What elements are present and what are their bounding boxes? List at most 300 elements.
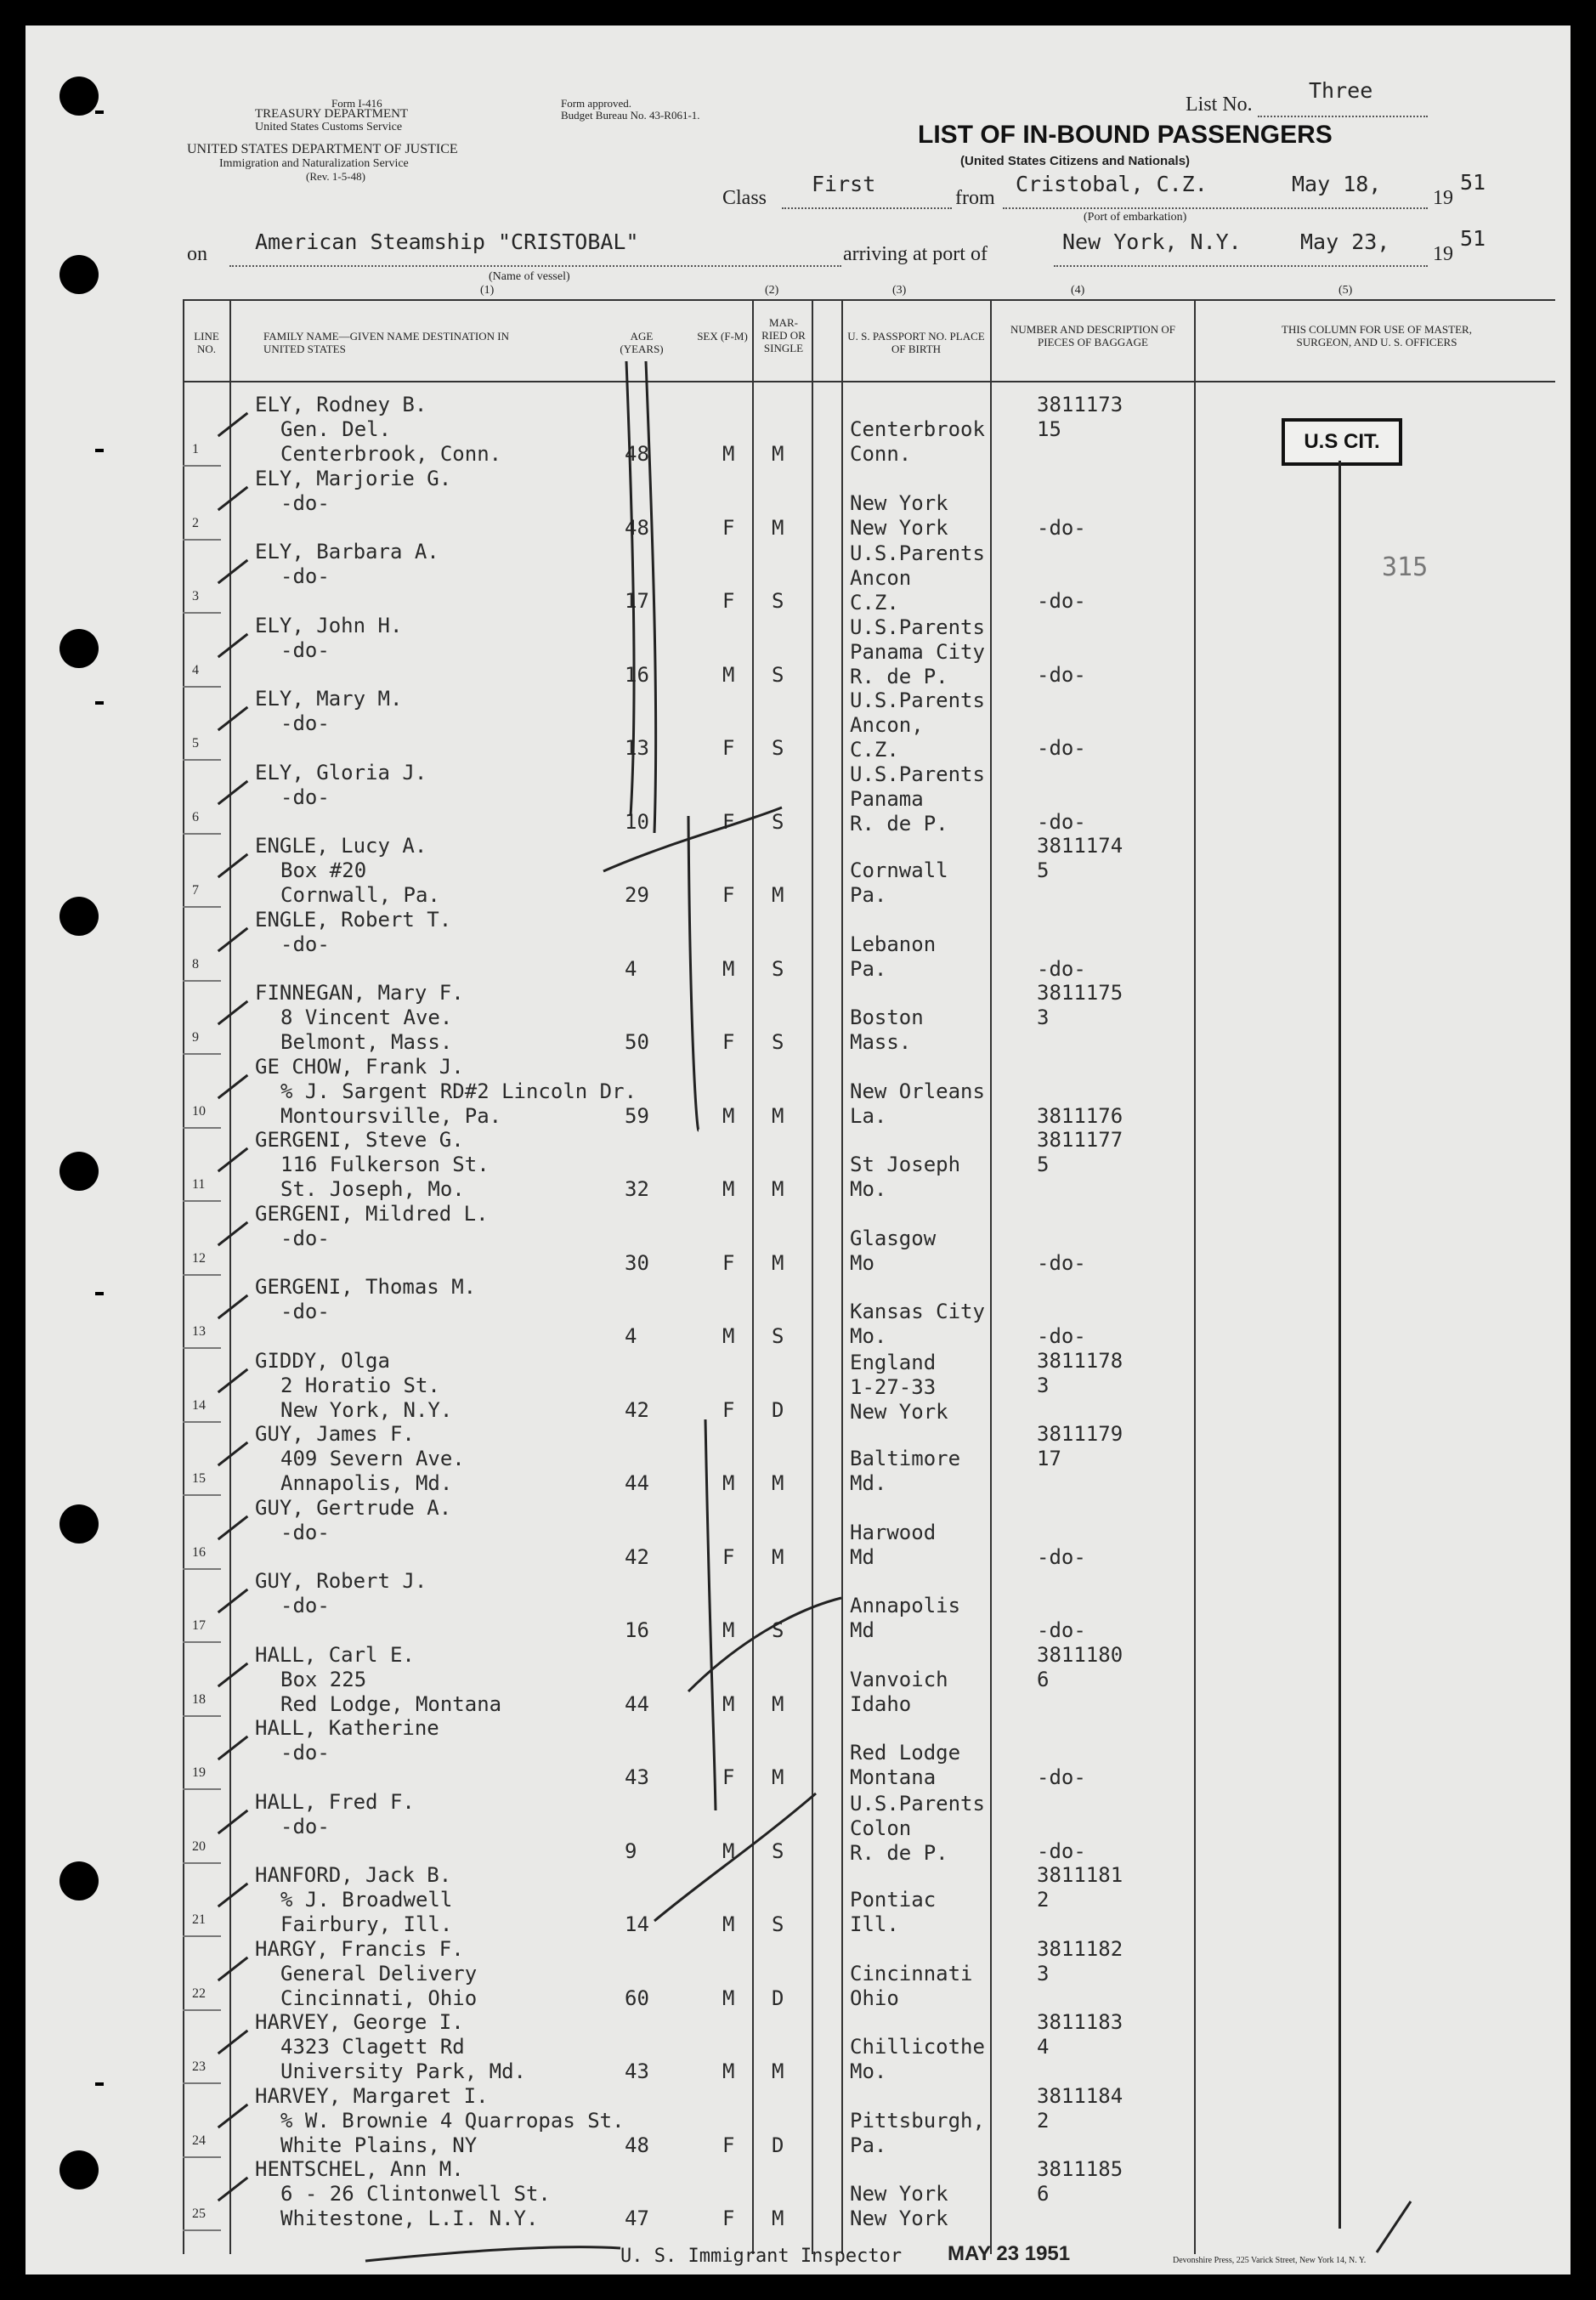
table-row [25, 614, 1571, 688]
marital-status: S [772, 1618, 784, 1642]
col-num-5: (5) [1338, 284, 1353, 297]
sex: M [722, 1177, 735, 1201]
sex: M [722, 1692, 735, 1716]
age: 44 [625, 1471, 649, 1495]
table-row [25, 2157, 1571, 2231]
passenger-name: ELY, John H. [255, 614, 403, 637]
table-row [25, 761, 1571, 835]
line-number: 10 [192, 1104, 206, 1119]
passenger-name: ELY, Gloria J. [255, 761, 427, 785]
baggage: 3811181 2 [1037, 1863, 1123, 1912]
marital-status: S [772, 663, 784, 687]
punch-hole [59, 255, 99, 294]
line-number: 17 [192, 1618, 206, 1633]
year-label-1: 19 [1433, 187, 1453, 209]
age: 13 [625, 736, 649, 760]
header-name: FAMILY NAME—GIVEN NAME DESTINATION IN UNITED STATES [263, 330, 510, 355]
header-line-no: LINE NO. [194, 330, 219, 355]
check-mark [218, 780, 249, 805]
justice-dept: UNITED STATES DEPARTMENT OF JUSTICE [187, 142, 458, 156]
check-mark [218, 1221, 249, 1246]
baggage: -do- [1037, 957, 1086, 981]
destination: Gen. Del. Centerbrook, Conn. [280, 417, 502, 466]
age: 44 [625, 1692, 649, 1716]
line-number: 15 [192, 1471, 206, 1486]
header-married: MAR- RIED OR SINGLE [761, 316, 806, 354]
line-number: 8 [192, 957, 199, 972]
destination: -do- [280, 564, 330, 588]
baggage: -do- [1037, 589, 1086, 613]
line-number: 22 [192, 1986, 206, 2001]
place-of-birth: New York New York [850, 491, 948, 540]
passenger-name: ELY, Barbara A. [255, 540, 439, 564]
destination: -do- [280, 1521, 330, 1544]
sex: F [722, 1398, 735, 1422]
baggage: 3811182 3 [1037, 1937, 1123, 1986]
destination: % J. Sargent RD#2 Lincoln Dr. Montoursville, Pa. [280, 1079, 637, 1128]
baggage: -do- [1037, 1839, 1086, 1863]
class-value: First [812, 172, 876, 196]
marital-status: M [772, 1692, 784, 1716]
marital-status: M [772, 1104, 784, 1128]
printer-credit: Devonshire Press, 225 Varick Street, New York 14, N. Y. [1173, 2256, 1367, 2265]
line-number: 9 [192, 1030, 199, 1045]
destination: 6 - 26 Clintonwell St. Whitestone, L.I. N.Y. [280, 2182, 551, 2230]
table-row [25, 1128, 1571, 1202]
age: 60 [625, 1986, 649, 2010]
age: 4 [625, 957, 637, 981]
table-row [25, 1643, 1571, 1717]
sex: F [722, 1765, 735, 1789]
age: 30 [625, 1251, 649, 1275]
table-top-border [183, 299, 1555, 301]
marital-status: S [772, 957, 784, 981]
year-1: 51 [1460, 170, 1486, 195]
place-of-birth: Cornwall Pa. [850, 858, 948, 907]
sex: M [722, 663, 735, 687]
list-no-label: List No. [1186, 93, 1253, 116]
destination: % J. Broadwell Fairbury, Ill. [280, 1888, 453, 1936]
place-of-birth: U.S.Parents Ancon C.Z. [850, 541, 985, 615]
punch-hole [59, 76, 99, 116]
marital-status: S [772, 1839, 784, 1863]
col-num-3: (3) [892, 284, 907, 297]
place-of-birth: Cincinnati Ohio [850, 1962, 973, 2010]
baggage: -do- [1037, 1618, 1086, 1642]
margin-tick [95, 110, 104, 114]
table-row [25, 1716, 1571, 1790]
destination: -do- [280, 491, 330, 515]
line-number: 23 [192, 2059, 206, 2074]
table-row [25, 1937, 1571, 2011]
passenger-name: HANFORD, Jack B. [255, 1863, 452, 1887]
age: 59 [625, 1104, 649, 1128]
destination: Box #20 Cornwall, Pa. [280, 858, 440, 907]
marital-status: S [772, 1324, 784, 1348]
destination: 8 Vincent Ave. Belmont, Mass. [280, 1006, 453, 1054]
destination: 116 Fulkerson St. St. Joseph, Mo. [280, 1153, 490, 1201]
line-number: 16 [192, 1545, 206, 1560]
check-mark [218, 2104, 249, 2128]
passenger-name: HARVEY, Margaret I. [255, 2084, 489, 2108]
passenger-name: ENGLE, Robert T. [255, 908, 452, 932]
place-of-birth: Harwood Md [850, 1521, 937, 1569]
col-num-2: (2) [765, 284, 779, 297]
marital-status: M [772, 1251, 784, 1275]
age: 48 [625, 516, 649, 540]
table-row [25, 1349, 1571, 1423]
passenger-name: GIDDY, Olga [255, 1349, 390, 1373]
place-of-birth: Glasgow Mo [850, 1226, 937, 1275]
check-mark [218, 1589, 249, 1613]
passenger-name: GERGENI, Steve G. [255, 1128, 464, 1152]
age: 47 [625, 2207, 649, 2230]
sex: F [722, 736, 735, 760]
place-of-birth: Vanvoich Idaho [850, 1668, 948, 1716]
embark-date: May 18, [1292, 172, 1382, 196]
passenger-name: HALL, Katherine [255, 1716, 439, 1740]
check-mark [218, 927, 249, 952]
baggage: 3811177 5 [1037, 1128, 1123, 1176]
check-mark [218, 633, 249, 658]
table-row [25, 1790, 1571, 1864]
sex: F [722, 589, 735, 613]
check-mark [218, 1883, 249, 1907]
baggage: -do- [1037, 663, 1086, 687]
form-approved: Form approved. [561, 97, 632, 110]
sex: M [722, 1912, 735, 1936]
table-row [25, 1422, 1571, 1496]
sex: M [722, 957, 735, 981]
line-number: 4 [192, 663, 199, 677]
from-label: from [955, 187, 995, 209]
passenger-name: GUY, Robert J. [255, 1569, 427, 1593]
inspector-caption: U. S. Immigrant Inspector [620, 2246, 903, 2267]
passenger-name: GE CHOW, Frank J. [255, 1055, 464, 1079]
from-line [1003, 207, 1428, 209]
passenger-name: ENGLE, Lucy A. [255, 834, 427, 858]
place-of-birth: Centerbrook Conn. [850, 417, 985, 466]
place-of-birth: Boston Mass. [850, 1006, 924, 1054]
sex: M [722, 1104, 735, 1128]
baggage: 3811178 3 [1037, 1349, 1123, 1397]
sex: M [722, 442, 735, 466]
baggage: 3811180 6 [1037, 1643, 1123, 1691]
sex: M [722, 1986, 735, 2010]
sex: F [722, 1545, 735, 1569]
age: 16 [625, 663, 649, 687]
passenger-name: HALL, Fred F. [255, 1790, 415, 1814]
place-of-birth: Lebanon Pa. [850, 932, 937, 981]
sex: F [722, 2133, 735, 2157]
marital-status: M [772, 516, 784, 540]
destination: -do- [280, 1226, 330, 1250]
age: 42 [625, 1545, 649, 1569]
destination: -do- [280, 1594, 330, 1617]
check-mark [218, 1000, 249, 1025]
sex: M [722, 1471, 735, 1495]
table-row [25, 1055, 1571, 1129]
line-number: 24 [192, 2133, 206, 2148]
check-mark [218, 559, 249, 584]
table-row [25, 908, 1571, 982]
table-row [25, 393, 1571, 467]
marital-status: M [772, 1765, 784, 1789]
place-of-birth: U.S.Parents Colon R. de P. [850, 1792, 985, 1865]
destination: 2 Horatio St. New York, N.Y. [280, 1374, 453, 1422]
line-number: 18 [192, 1692, 206, 1707]
marital-status: M [772, 1177, 784, 1201]
place-of-birth: England 1-27-33 New York [850, 1351, 948, 1424]
place-of-birth: Baltimore Md. [850, 1447, 961, 1495]
table-row [25, 1275, 1571, 1349]
check-mark [218, 2177, 249, 2201]
check-mark [218, 1147, 249, 1172]
budget-bureau: Budget Bureau No. 43-R061-1. [561, 109, 700, 122]
age: 14 [625, 1912, 649, 1936]
sex: F [722, 883, 735, 907]
destination: -do- [280, 1300, 330, 1323]
arrival-line [1054, 265, 1428, 267]
destination: General Delivery Cincinnati, Ohio [280, 1962, 478, 2010]
check-mark [218, 1442, 249, 1466]
destination: % W. Brownie 4 Quarropas St. White Plains, NY [280, 2109, 625, 2157]
place-of-birth: Kansas City Mo. [850, 1300, 985, 1348]
passenger-name: HARGY, Francis F. [255, 1937, 464, 1961]
baggage: -do- [1037, 516, 1086, 540]
header-bottom-border [183, 381, 1555, 382]
check-mark [218, 1515, 249, 1540]
page-title: LIST OF IN-BOUND PASSENGERS [918, 121, 1333, 149]
passenger-name: GERGENI, Thomas M. [255, 1275, 477, 1299]
line-number: 25 [192, 2207, 206, 2221]
header-officers: THIS COLUMN FOR USE OF MASTER, SURGEON, AND U. S. OFFICERS [1282, 323, 1472, 348]
age: 10 [625, 810, 649, 834]
arriving-label: arriving at port of [843, 243, 988, 265]
line-number: 7 [192, 883, 199, 898]
embark-port: Cristobal, C.Z. [1016, 172, 1208, 196]
arrival-port: New York, N.Y. [1062, 229, 1242, 254]
place-of-birth: Annapolis Md [850, 1594, 961, 1642]
marital-status: D [772, 1398, 784, 1422]
place-of-birth: Chillicothe Mo. [850, 2035, 985, 2083]
date-stamp: MAY 23 1951 [948, 2242, 1071, 2265]
line-number: 12 [192, 1251, 206, 1266]
check-mark [218, 1957, 249, 1981]
place-of-birth: U.S.Parents Ancon, C.Z. [850, 688, 985, 762]
ins-service: Immigration and Naturalization Service [219, 157, 409, 170]
line-number: 19 [192, 1765, 206, 1780]
table-row [25, 467, 1571, 541]
header-age: AGE (YEARS) [620, 330, 664, 355]
place-of-birth: New Orleans La. [850, 1079, 985, 1128]
baggage: 3811179 17 [1037, 1422, 1123, 1470]
table-row [25, 1569, 1571, 1643]
baggage: -do- [1037, 1324, 1086, 1348]
year-2: 51 [1460, 226, 1486, 251]
marital-status: S [772, 589, 784, 613]
arrival-date: May 23, [1300, 229, 1390, 254]
place-of-birth: St Joseph Mo. [850, 1153, 961, 1201]
table-row [25, 834, 1571, 908]
passenger-name: HALL, Carl E. [255, 1643, 415, 1667]
baggage: -do- [1037, 1545, 1086, 1569]
marital-status: S [772, 810, 784, 834]
baggage: 3811173 15 [1037, 393, 1123, 441]
line-number: 21 [192, 1912, 206, 1927]
vessel-line [229, 265, 841, 267]
marital-status: M [772, 2059, 784, 2083]
place-of-birth: New York New York [850, 2182, 948, 2230]
destination: -do- [280, 785, 330, 809]
place-of-birth: Pontiac Ill. [850, 1888, 937, 1936]
check-mark [218, 1663, 249, 1687]
marital-status: D [772, 2133, 784, 2157]
age: 43 [625, 1765, 649, 1789]
sex: M [722, 1618, 735, 1642]
marital-status: M [772, 442, 784, 466]
sex: M [722, 1839, 735, 1863]
baggage: 3811183 4 [1037, 2010, 1123, 2059]
marital-status: D [772, 1986, 784, 2010]
marital-status: M [772, 1471, 784, 1495]
line-number: 3 [192, 589, 199, 603]
vessel-caption: (Name of vessel) [489, 270, 570, 283]
age: 17 [625, 589, 649, 613]
marital-status: M [772, 883, 784, 907]
baggage: 3811184 2 [1037, 2084, 1123, 2133]
age: 32 [625, 1177, 649, 1201]
treasury-dept: TREASURY DEPARTMENT [255, 107, 409, 121]
line-number: 20 [192, 1839, 206, 1854]
passenger-name: ELY, Marjorie G. [255, 467, 452, 490]
sex: F [722, 1030, 735, 1054]
sex: M [722, 1324, 735, 1348]
form-number: Form I-416 [331, 97, 382, 110]
table-row [25, 1202, 1571, 1276]
line-number: 1 [192, 442, 199, 456]
us-citizen-stamp: U.S CIT. [1282, 418, 1402, 466]
year-label-2: 19 [1433, 243, 1453, 265]
header-sex: SEX (F-M) [697, 330, 748, 343]
sex: F [722, 2207, 735, 2230]
destination: -do- [280, 932, 330, 956]
check-mark [218, 1736, 249, 1760]
passenger-name: ELY, Rodney B. [255, 393, 427, 416]
age: 48 [625, 2133, 649, 2157]
baggage: 3811175 3 [1037, 981, 1123, 1029]
passenger-name: HENTSCHEL, Ann M. [255, 2157, 464, 2181]
check-mark [218, 1074, 249, 1099]
check-mark [218, 853, 249, 878]
age: 16 [625, 1618, 649, 1642]
age: 9 [625, 1839, 637, 1863]
revision: (Rev. 1-5-48) [306, 170, 365, 183]
table-row [25, 2010, 1571, 2084]
officer-number: 315 [1382, 552, 1429, 582]
col-num-1: (1) [480, 284, 495, 297]
sex: F [722, 516, 735, 540]
destination: -do- [280, 1815, 330, 1838]
marital-status: S [772, 1912, 784, 1936]
vessel-name: American Steamship "CRISTOBAL" [255, 229, 639, 254]
row-divider [183, 2229, 221, 2231]
check-mark [218, 1294, 249, 1319]
marital-status: M [772, 2207, 784, 2230]
baggage: 3811176 [1037, 1104, 1123, 1128]
line-number: 14 [192, 1398, 206, 1413]
destination: Box 225 Red Lodge, Montana [280, 1668, 502, 1716]
line-number: 11 [192, 1177, 206, 1192]
baggage: -do- [1037, 1765, 1086, 1789]
table-row [25, 2084, 1571, 2158]
passenger-name: FINNEGAN, Mary F. [255, 981, 464, 1005]
destination: -do- [280, 638, 330, 662]
check-mark [218, 486, 249, 511]
port-embark-caption: (Port of embarkation) [1084, 211, 1187, 224]
destination: 4323 Clagett Rd University Park, Md. [280, 2035, 526, 2083]
table-row [25, 687, 1571, 761]
line-number: 5 [192, 736, 199, 751]
header-baggage: NUMBER AND DESCRIPTION OF PIECES OF BAGGAGE [1010, 323, 1175, 348]
col-num-4: (4) [1071, 284, 1085, 297]
age: 4 [625, 1324, 637, 1348]
check-mark [218, 1368, 249, 1393]
baggage: -do- [1037, 736, 1086, 760]
baggage: 3811174 5 [1037, 834, 1123, 882]
line-number: 6 [192, 810, 199, 824]
check-mark [218, 2030, 249, 2054]
customs-service: United States Customs Service [255, 121, 403, 133]
class-label: Class [722, 187, 767, 209]
table-row [25, 1863, 1571, 1937]
on-label: on [187, 243, 207, 265]
place-of-birth: Pittsburgh, Pa. [850, 2109, 985, 2157]
passenger-name: GUY, James F. [255, 1422, 415, 1446]
check-mark [218, 1810, 249, 1834]
destination: 409 Severn Ave. Annapolis, Md. [280, 1447, 465, 1495]
check-mark [218, 706, 249, 731]
age: 42 [625, 1398, 649, 1422]
header-passport: U. S. PASSPORT NO. PLACE OF BIRTH [847, 330, 985, 355]
age: 50 [625, 1030, 649, 1054]
sex: M [722, 2059, 735, 2083]
sex: F [722, 1251, 735, 1275]
place-of-birth: U.S.Parents Panama City R. de P. [850, 615, 985, 688]
manifest-page [25, 25, 1571, 2275]
passenger-name: GERGENI, Mildred L. [255, 1202, 489, 1226]
table-row [25, 1496, 1571, 1570]
list-no-line [1258, 116, 1428, 117]
passenger-name: GUY, Gertrude A. [255, 1496, 452, 1520]
sex: F [722, 810, 735, 834]
table-row [25, 540, 1571, 614]
marital-status: S [772, 736, 784, 760]
page-subtitle: (United States Citizens and Nationals) [960, 154, 1191, 168]
class-line [782, 207, 952, 209]
list-no-value: Three [1309, 78, 1373, 103]
age: 43 [625, 2059, 649, 2083]
marital-status: M [772, 1545, 784, 1569]
passenger-name: ELY, Mary M. [255, 687, 403, 711]
age: 48 [625, 442, 649, 466]
line-number: 2 [192, 516, 199, 530]
passenger-name: HARVEY, George I. [255, 2010, 464, 2034]
line-number: 13 [192, 1324, 206, 1339]
check-mark [218, 412, 249, 437]
place-of-birth: Red Lodge Montana [850, 1741, 961, 1789]
table-row [25, 981, 1571, 1055]
